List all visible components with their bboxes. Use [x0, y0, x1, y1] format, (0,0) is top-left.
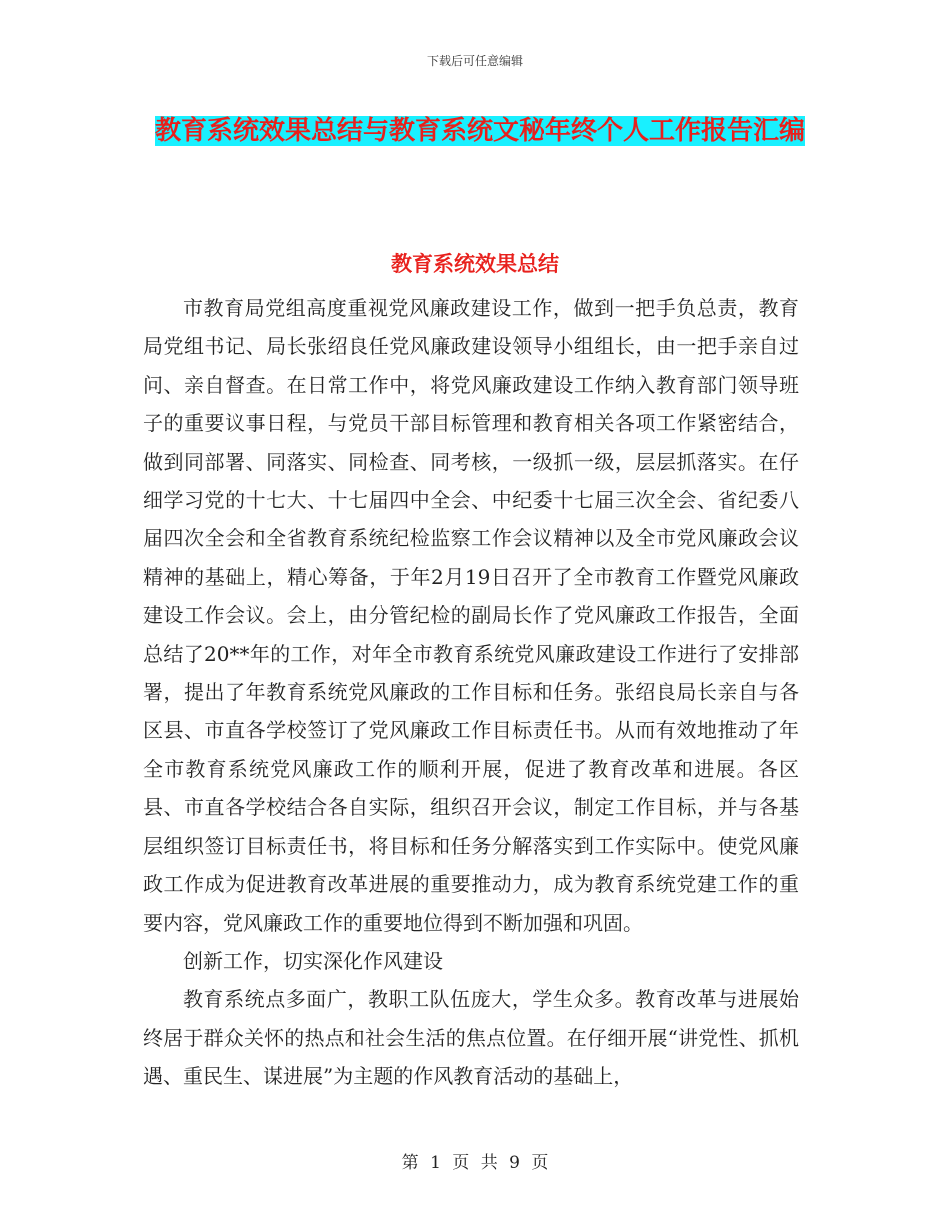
section-title: 教育系统效果总结 [391, 252, 559, 276]
document-title [140, 108, 820, 154]
page-number: 第 1 页 共 9 页 [401, 1153, 549, 1173]
paragraph: 市教育局党组高度重视党风廉政建设工作，做到一把手负总责，教育局党组书记、局长张绍良任党风廉政建设领导小组组长，由一把手亲自过问、亲自督查。在日常工作中，将党风廉政建设工作纳入教育部门领导班子的重要议事日程，与党员干部目标管理和教育相关各项工作紧密结合，做到同部署、同落实、同检查、同考核，一级抓一级，层层抓落实。在仔细学习党的十七大、十七届四中全会、中纪委十七届三次全会、省纪委八届四次全会和全省教育系统纪检监察工作会议精神以及全市党风廉政会议精神的基础上，精心筹备，于年2月19日召开了全市教育工作暨党风廉政建设工作会议。会上，由分管纪检的副局长作了党风廉政工作报告，全面总结了20**年的工作，对年全市教育系统党风廉政建设工作进行了安排部署，提出了年教育系统党风廉政的工作目标和任务。张绍良局长亲自与各区县、市直各学校签订了党风廉政工作目标责任书。从而有效地推动了年全市教育系统党风廉政工作的顺利开展，促进了教育改革和进展。各区县、市直各学校结合各自实际，组织召开会议，制定工作目标，并与各基层组织签订目标责任书，将目标和任务分解落实到工作实际中。使党风廉政工作成为促进教育改革进展的重要推动力，成为教育系统党建工作的重要内容，党风廉政工作的重要地位得到不断加强和巩固。 [143, 296, 799, 935]
header-note: 下载后可任意编辑 [426, 54, 523, 68]
body-text [143, 289, 799, 1096]
paragraph: 创新工作，切实深化作风建设 [183, 948, 443, 973]
paragraph: 教育系统点多面广，教职工队伍庞大，学生众多。教育改革与进展始终居于群众关怀的热点和社会生活的焦点位置。在仔细开展“讲党性、抓机遇、重民生、谋进展”为主题的作风教育活动的基础上， [143, 987, 799, 1089]
document-title-text: 教育系统效果总结与教育系统文秘年终个人工作报告汇编 [154, 116, 805, 146]
